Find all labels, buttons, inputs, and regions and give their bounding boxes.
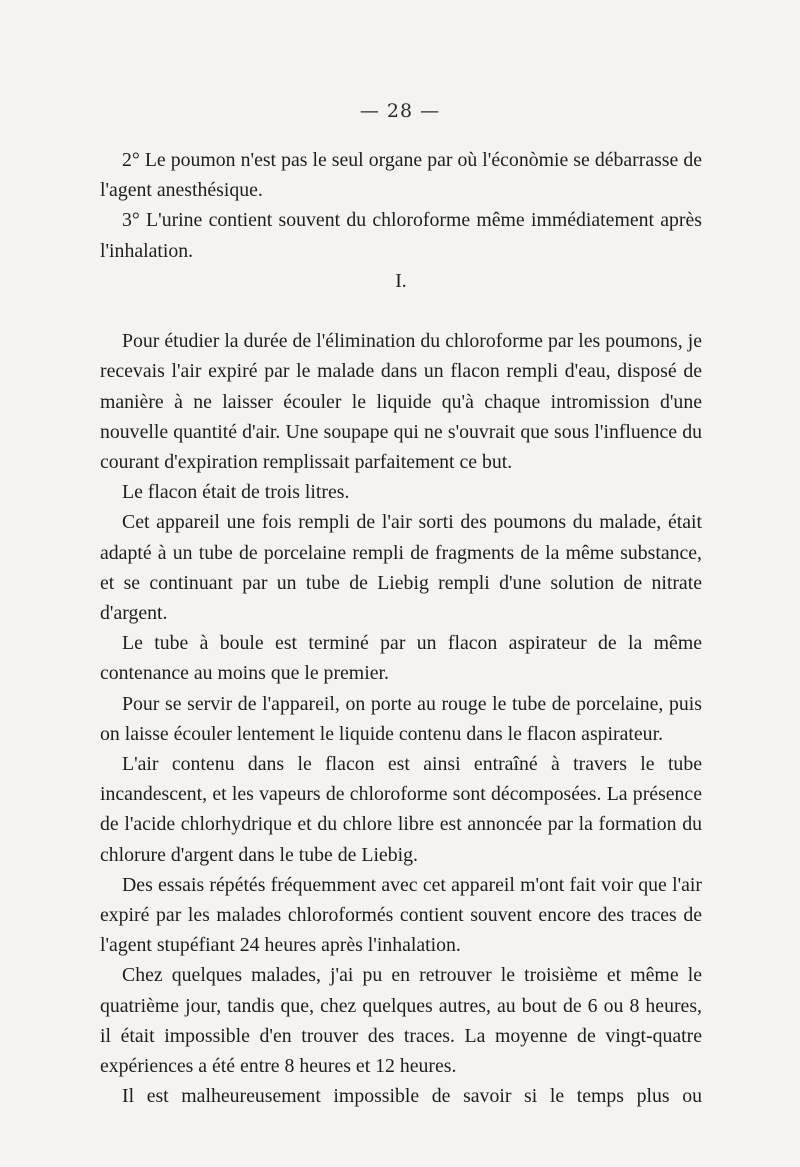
paragraph: Chez quelques malades, j'ai pu en retrouver le troisième et même le quatrième jour, tandis que, chez quelques autres, au bout de 6 ou 8 heures, il était impossible d'en trouver des traces. La moyenne de vingt-quatre expériences a été entre 8 heures et 12 heures. [100,964,702,1078]
paragraph: 3° L'urine contient souvent du chloroforme même immédiatement après l'inhalation. [100,209,702,262]
body-text [100,145,702,1111]
paragraph: Il est malheureusement impossible de savoir si le temps plus ou [122,1085,702,1108]
section-heading: I. [395,269,407,292]
paragraph: Cet appareil une fois rempli de l'air sorti des poumons du malade, était adapté à un tube de porcelaine rempli de fragments de la même substance, et se continuant par un tube de Liebig rempli d'une solution de nitrate d'argent. [100,511,702,625]
paragraph: 2° Le poumon n'est pas le seul organe par où l'éconòmie se débarrasse de l'agent anesthésique. [100,149,702,202]
paragraph: Le flacon était de trois litres. [122,481,350,504]
page-number: — 28 — [359,100,441,122]
paragraph: Le tube à boule est terminé par un flacon aspirateur de la même contenance au moins que le premier. [100,632,702,685]
paragraph: Pour étudier la durée de l'élimination du chloroforme par les poumons, je recevais l'air expiré par le malade dans un flacon rempli d'eau, disposé de manière à ne laisser écouler le liquide qu'à chaque intromission d'une nouvelle quantité d'air. Une soupape qui ne s'ouvrait que sous l'influence du courant d'expiration remplissait parfaitement ce but. [100,330,702,474]
paragraph: Des essais répétés fréquemment avec cet appareil m'ont fait voir que l'air expiré par les malades chloroformés contient souvent encore des traces de l'agent stupéfiant 24 heures après l'inhalation. [100,873,702,957]
paragraph: L'air contenu dans le flacon est ainsi entraîné à travers le tube incandescent, et les vapeurs de chloroforme sont décomposées. La présence de l'acide chlorhydrique et du chlore libre est annoncée par la formation du chlorure d'argent dans le tube de Liebig. [100,753,702,866]
paragraph: Pour se servir de l'appareil, on porte au rouge le tube de porcelaine, puis on laisse écouler lentement le liquide contenu dans le flacon aspirateur. [100,692,702,745]
